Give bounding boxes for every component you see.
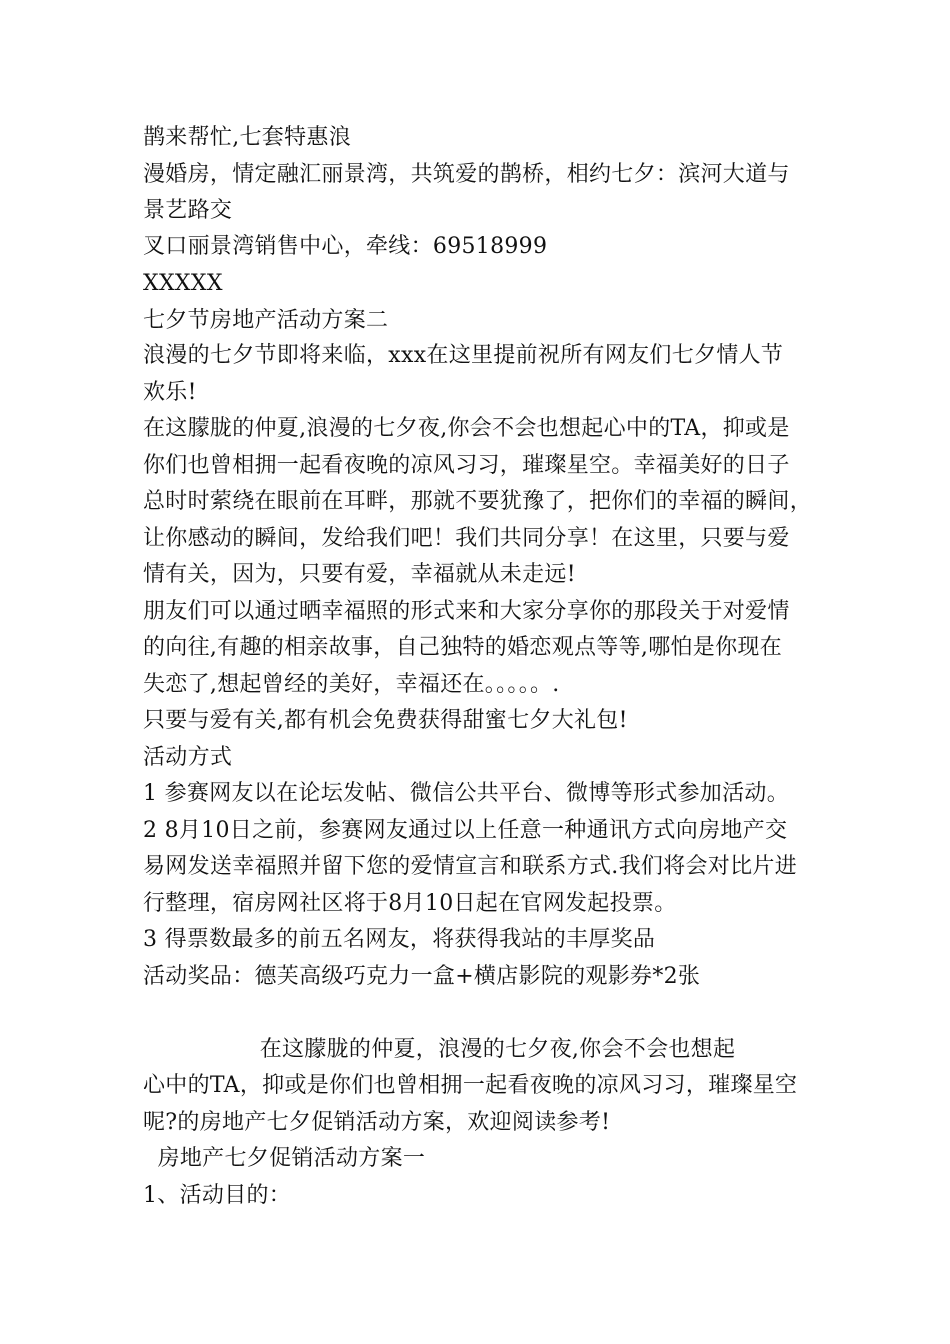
text-line: 欢乐!	[143, 380, 197, 405]
list-item: 2 8月10日之前，参赛网友通过以上任意一种通讯方式向房地产交	[143, 818, 788, 843]
text-line: 朋友们可以通过晒幸福照的形式来和大家分享你的那段关于对爱情	[143, 599, 790, 624]
text-line: 的向往,有趣的相亲故事，自己独特的婚恋观点等等,哪怕是你现在	[143, 635, 782, 660]
list-item: 3 得票数最多的前五名网友，将获得我站的丰厚奖品	[143, 927, 656, 952]
list-item: 1 参赛网友以在论坛发帖、微信公共平台、微博等形式参加活动。	[143, 781, 789, 806]
text-line: 你们也曾相拥一起看夜晚的凉风习习，璀璨星空。幸福美好的日子	[143, 453, 790, 478]
text-line: 1、活动目的：	[143, 1183, 292, 1208]
text-line: 情有关，因为，只要有爱，幸福就从未走远!	[143, 562, 576, 587]
text-line: 行整理，宿房网社区将于8月10日起在官网发起投票。	[143, 891, 677, 916]
text-line: 叉口丽景湾销售中心，牵线：69518999	[143, 234, 548, 259]
text-line: 易网发送幸福照并留下您的爱情宣言和联系方式.我们将会对比片进	[143, 854, 797, 879]
text-line: 失恋了,想起曾经的美好，幸福还在。。。。。.	[143, 672, 560, 697]
text-line: 呢?的房地产七夕促销活动方案，欢迎阅读参考!	[143, 1110, 611, 1135]
text-line: 活动方式	[143, 745, 233, 770]
text-line: 景艺路交	[143, 198, 233, 223]
text-line: 浪漫的七夕节即将来临，xxx在这里提前祝所有网友们七夕情人节	[143, 343, 784, 368]
text-line: 心中的TA，抑或是你们也曾相拥一起看夜晚的凉风习习，璀璨星空	[143, 1073, 798, 1098]
text-line: 漫婚房，情定融汇丽景湾，共筑爱的鹊桥，相约七夕：滨河大道与	[143, 162, 790, 187]
text-line: XXXXX	[143, 271, 223, 296]
text-line: 只要与爱有关,都有机会免费获得甜蜜七夕大礼包!	[143, 708, 628, 733]
text-line: 在这朦胧的仲夏，浪漫的七夕夜,你会不会也想起	[143, 1037, 736, 1062]
text-line: 活动奖品：德芙高级巧克力一盒+横店影院的观影券*2张	[143, 964, 701, 989]
section-heading: 房地产七夕促销活动方案一	[143, 1146, 426, 1171]
text-line: 在这朦胧的仲夏,浪漫的七夕夜,你会不会也想起心中的TA，抑或是	[143, 416, 790, 441]
text-line: 鹊来帮忙,七套特惠浪	[143, 125, 351, 150]
text-line: 让你感动的瞬间，发给我们吧！我们共同分享！在这里，只要与爱	[143, 526, 790, 551]
text-line: 总时时萦绕在眼前在耳畔，那就不要犹豫了，把你们的幸福的瞬间，	[143, 489, 813, 514]
section-heading: 七夕节房地产活动方案二	[143, 308, 389, 333]
